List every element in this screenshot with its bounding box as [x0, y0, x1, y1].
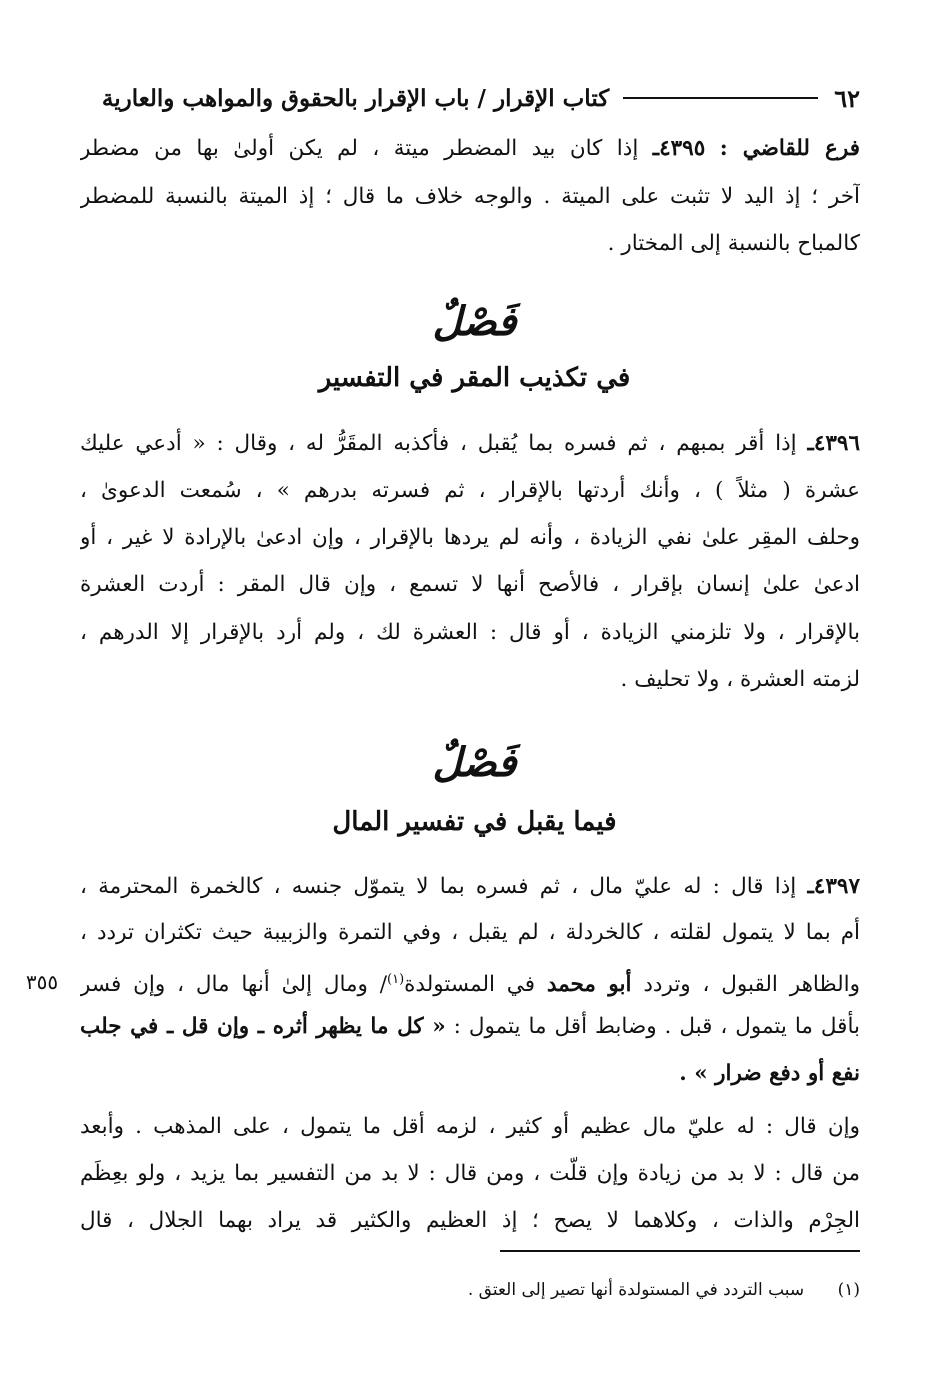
paragraph-line: أم بما لا يتمول لقلته ، كالخردلة ، لم يقبل ، وفي التمرة والزبيبة حيث تكثران تردد ، [80, 920, 860, 945]
scholar-name: أبو محمد [546, 972, 632, 998]
paragraph-line: من قال : لا بد من زيادة وإن قلّت ، ومن قال : لا بد من التفسير بما يزيد ، ولو بعِظَم [80, 1161, 860, 1186]
footnote-text: سبب التردد في المستولدة أنها تصير إلى العتق . [467, 1280, 805, 1300]
margin-page-number: ٣٥٥ [25, 970, 59, 994]
line-text: بأقل ما يتمول ، قبل . وضابط أقل ما يتمول : [453, 1014, 860, 1039]
branch-label: فرع للقاضي : [719, 136, 860, 161]
section-ornament: فَصْلٌ [432, 739, 517, 786]
footnote-ref: (١) [387, 972, 405, 987]
paragraph-line: وحلف المقِر علىٰ نفي الزيادة ، وأنه لم يردها بالإقرار ، وإن ادعىٰ بالإرادة لا غير ، أو [80, 525, 860, 550]
paragraph-line [80, 129, 860, 175]
line-text: والظاهر القبول ، وتردد [643, 972, 860, 998]
line-text: / ومال إلىٰ أنها مال ، وإن فسر [80, 972, 387, 998]
issue-number: ٤٣٩٥ـ [652, 136, 706, 161]
quoted-definition: « كل ما يظهر أثره ـ وإن قل ـ في جلب [80, 1014, 446, 1039]
running-header [80, 78, 860, 118]
line-text: في المستولدة [404, 972, 535, 998]
paragraph-line [80, 1054, 860, 1100]
section-title: في تكذيب المقر في التفسير [318, 363, 631, 393]
paragraph-line [80, 1007, 860, 1053]
paragraph-line [80, 867, 860, 913]
footnote [80, 1276, 860, 1304]
paragraph-line: الجِرْم والذات ، وكلاهما لا يصح ؛ إذ العظيم والكثير قد يراد بهما الجلال ، قال [80, 1208, 860, 1233]
paragraph-line [80, 960, 860, 1006]
paragraph-line: بالإقرار ، ولا تلزمني الزيادة ، أو قال : العشرة لك ، ولم أرد بالإقرار إلا الدرهم ، [80, 620, 860, 645]
page-number: ٦٢ [834, 83, 860, 113]
header-rule [623, 97, 818, 99]
paragraph-line [80, 424, 860, 470]
paragraph-line: وإن قال : له عليّ مال عظيم أو كثير ، لزمه أقل ما يتمول ، على المذهب . وأبعد [80, 1114, 860, 1139]
line-text: إذا أقر بمبهم ، ثم فسره بما يُقبل ، فأكذبه المقَرُّ له ، وقال : « أدعي عليك [80, 431, 797, 456]
quoted-definition: نفع أو دفع ضرار » . [679, 1061, 860, 1086]
paragraph-line: عشرة ( مثلاً ) ، وأنك أردتها بالإقرار ، ثم فسرته بدرهم » ، سُمعت الدعوىٰ ، [80, 478, 860, 503]
paragraph-line: لزمته العشرة ، ولا تحليف . [620, 667, 860, 692]
issue-number: ٤٣٩٦ـ [807, 431, 860, 456]
footnote-rule [500, 1250, 860, 1252]
paragraph-line: آخر ؛ إذ اليد لا تثبت على الميتة . والوجه خلاف ما قال ؛ إذ الميتة بالنسبة للمضطر [80, 184, 860, 209]
section-title: فيما يقبل في تفسير المال [332, 807, 617, 837]
issue-number: ٤٣٩٧ـ [807, 874, 860, 899]
line-text: إذا كان بيد المضطر ميتة ، لم يكن أولىٰ بها من مضطر [80, 136, 639, 161]
section-ornament: فَصْلٌ [432, 298, 517, 345]
line-text: إذا قال : له عليّ مال ، ثم فسره بما لا يتموّل جنسه ، كالخمرة المحترمة ، [80, 874, 797, 899]
header-title: كتاب الإقرار / باب الإقرار بالحقوق والمواهب والعارية [101, 84, 610, 112]
footnote-marker: (١) [837, 1280, 860, 1300]
paragraph-line: ادعىٰ علىٰ إنسان بإقرار ، فالأصح أنها لا تسمع ، وإن قال المقر : أردت العشرة [80, 572, 860, 597]
paragraph-line: كالمباح بالنسبة إلى المختار . [607, 231, 860, 256]
